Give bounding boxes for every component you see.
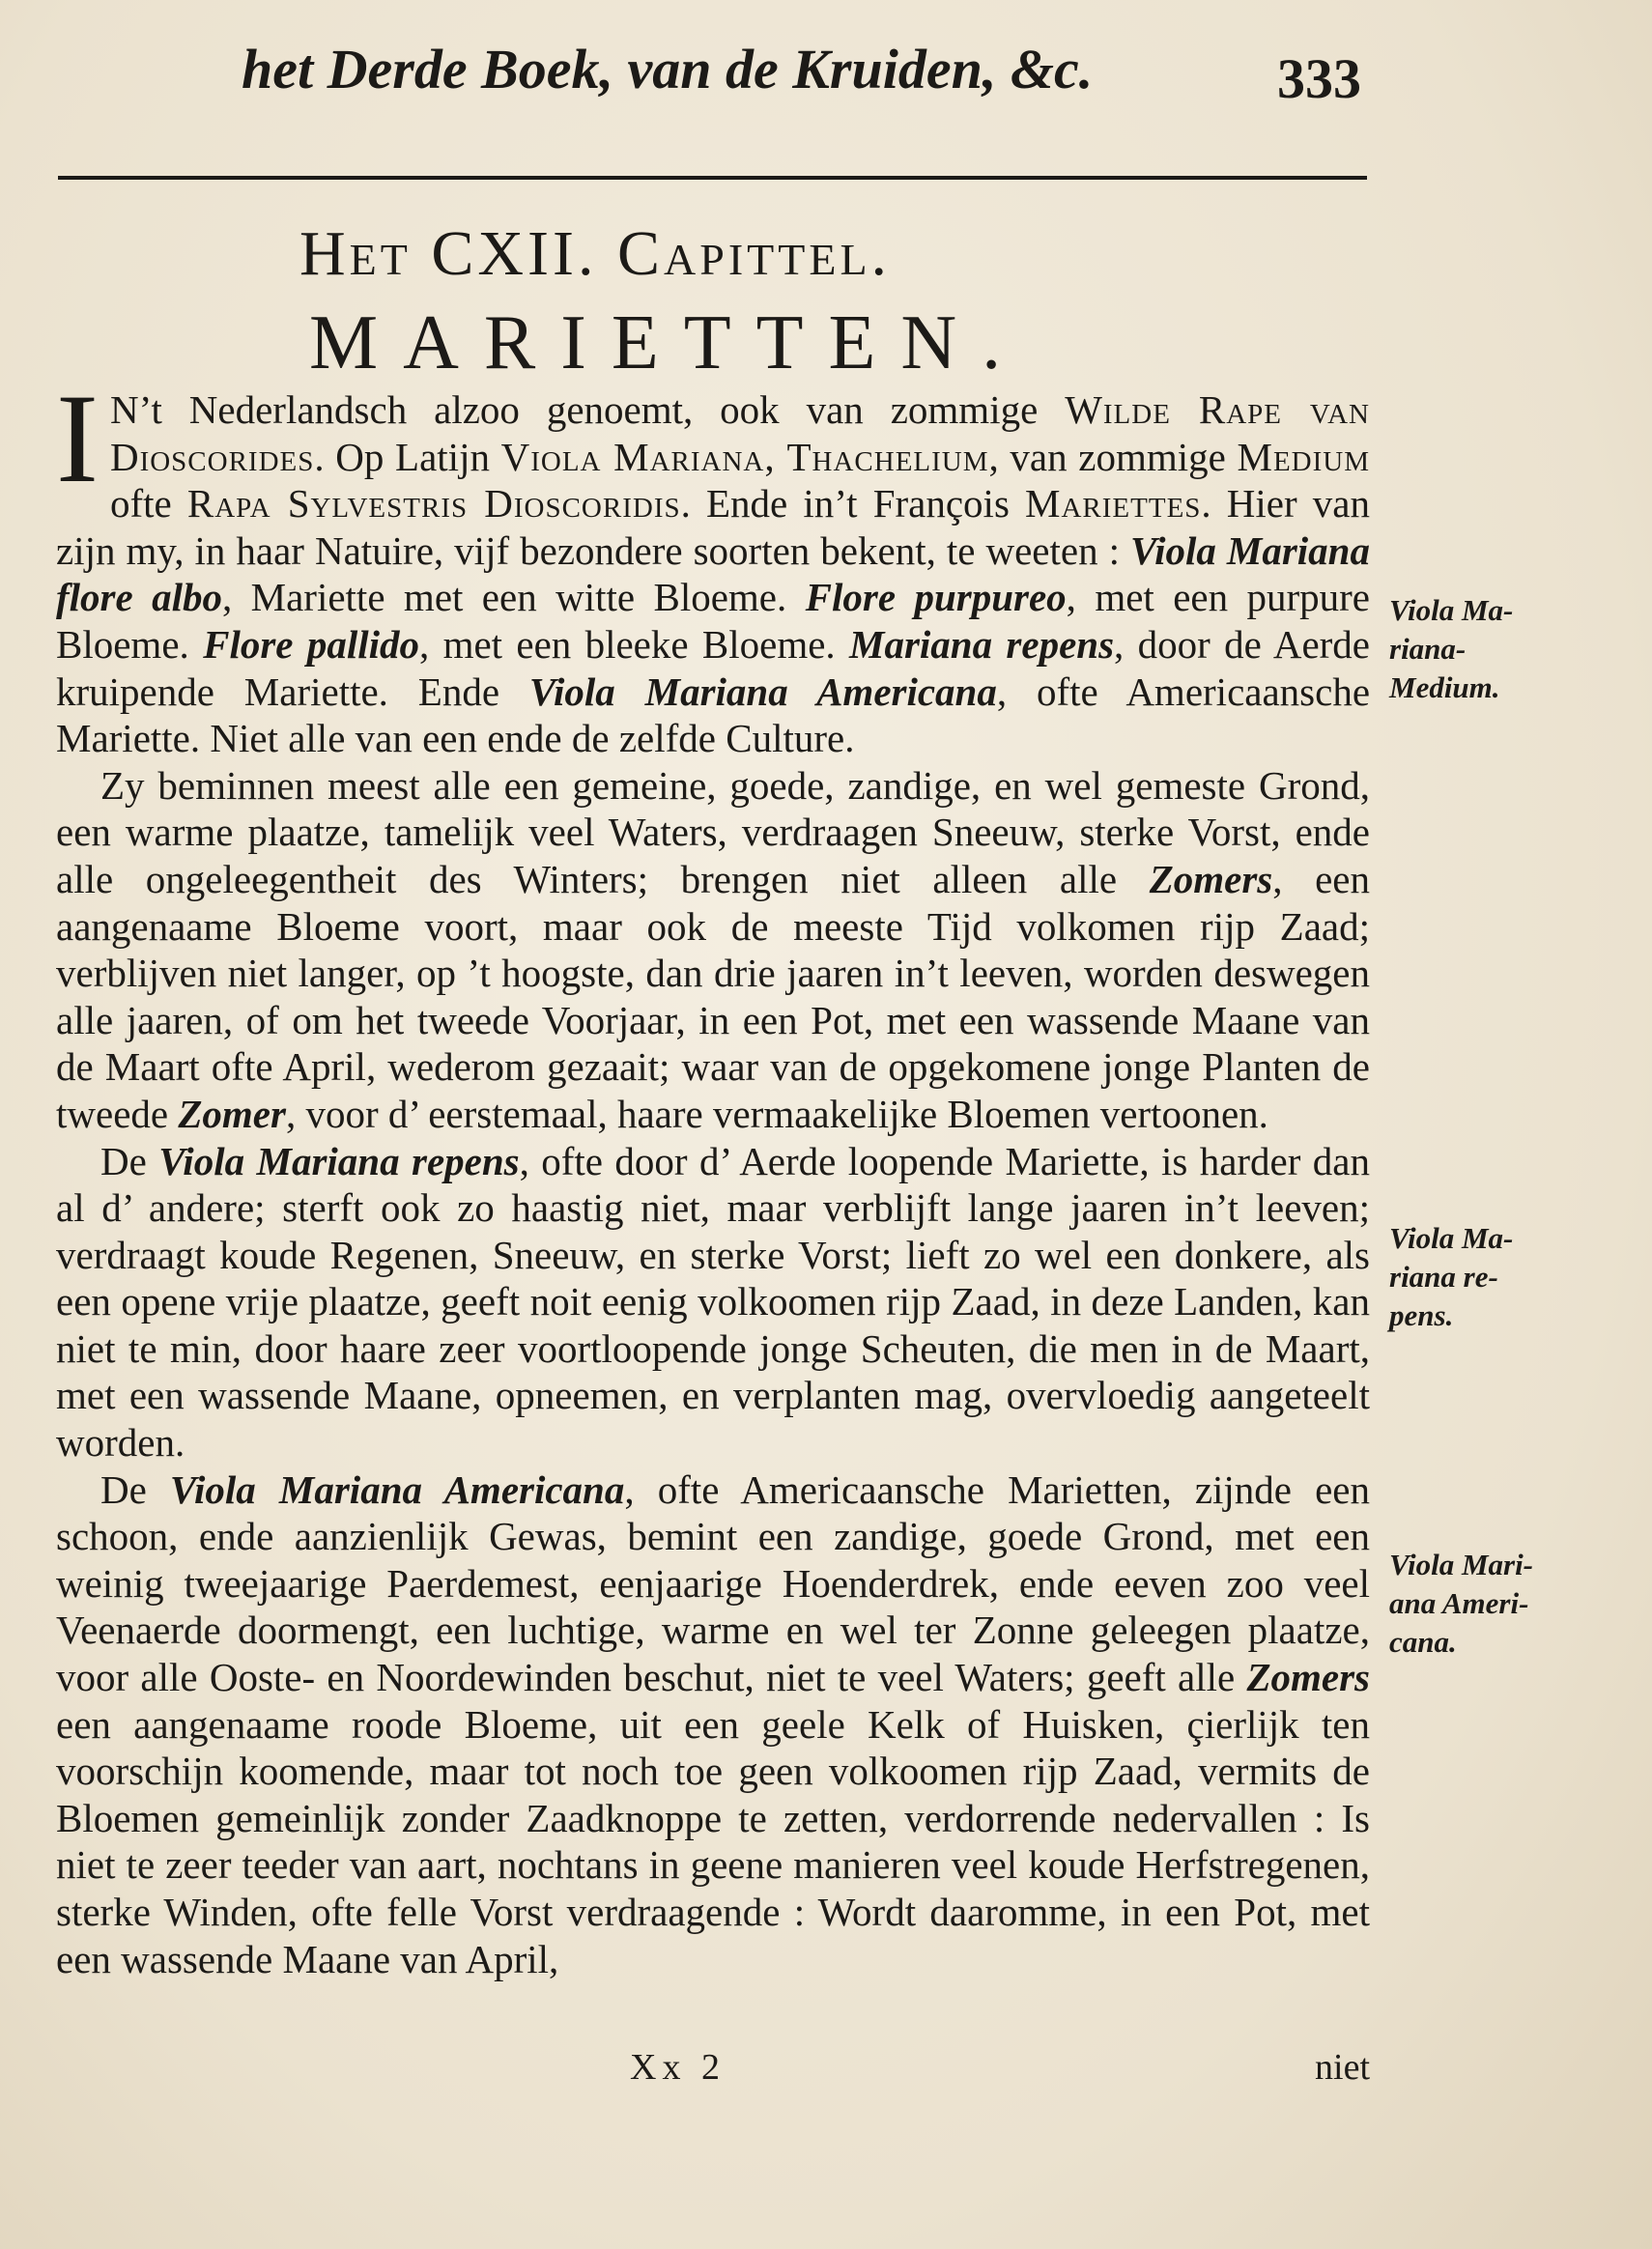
chapter-subtitle: MARIETTEN. [309,300,1027,385]
text-run: , voor d’ eerstemaal, haare vermaakelijke Bloemen vertoonen. [285,1091,1268,1136]
margin-note-line: Viola Ma- [1389,1221,1514,1255]
text-run: , een aangenaame Bloeme voort, maar ook de meeste Tijd volkomen rijp Zaad; verblijven niet langer, op ’t hoogste, dan drie jaaren in’t leeven, worden deswegen alle jaaren, of om het tweede Voorjaar, in een Pot, met een wassende Maane van de Maart ofte April, wederom gezaait; waar van de opgekomene jonge Planten de tweede [56,856,1370,1136]
body-text [56,367,1371,1982]
italic-term: Zomer [178,1091,286,1136]
margin-note-line: Medium. [1389,670,1500,704]
margin-note [1389,1546,1573,1662]
drop-cap: I [56,367,99,509]
margin-note-line: riana re- [1389,1260,1498,1294]
text-run: , ofte Americaansche Mariette. Niet alle van een ende de zelfde Culture. [56,669,1371,761]
italic-term: Viola Mariana flore albo [56,527,1370,620]
italic-term: Zomers [1149,856,1273,901]
text-run: , ofte door d’ Aerde loopende Mariette, is harder dan al d’ andere; sterft ook zo haastig niet, maar verblijft lange jaaren in’t leeven; verdraagt koude Regenen, Sneeuw, en sterke Vorst; lieft zo wel een donkere, als een opene vrije plaatze, geeft noit eenig volkoomen rijp Zaad, in deze Landen, kan niet te min, door haare zeer voortloopende jonge Scheuten, die men in de Maart, met een wassende Maane, opneemen, en verplanten mag, overvloedig aangeteelt worden. [56,1138,1371,1466]
text-run: , door de Aerde kruipende Mariette. Ende [56,621,1371,714]
text-run: , van zommige [988,434,1238,479]
text-run: ofte [109,481,187,527]
page-number: 333 [1277,47,1361,110]
text-run: een aangenaame roode Bloeme, uit een geele Kelk of Huisken, çierlijk ten voorschijn koomende, maar tot noch toe geen volkoomen rijp Zaad, vermits de Bloemen gemeinlijk zonder Zaadknoppe te zetten, verdorrende nedervallen : Is niet te zeer teeder van aart, nochtans in geene manieren veel koude Herfstregenen, sterke Winden, ofte felle Vorst verdraagende : Wordt daaromme, in een Pot, met een wassende Maane van April, [56,1701,1370,1981]
text-run: , met een purpure Bloeme. [56,575,1370,667]
paragraph [56,762,1370,1138]
margin-note-line: cana. [1389,1625,1457,1659]
margin-note [1389,591,1573,707]
paragraph [56,1466,1370,1983]
small-caps-term: Mariettes [1025,481,1202,527]
margin-note-line: pens. [1389,1298,1454,1332]
text-run: De [100,1466,170,1512]
margin-note [1389,1219,1573,1335]
chapter-title: Het CXII. Capittel. [299,218,892,289]
small-caps-term: Medium [1237,434,1370,479]
small-caps-term: Wilde Rape van Dioscorides [109,387,1370,479]
italic-term: Zomers [1246,1655,1370,1700]
margin-note-line: riana- [1389,632,1467,666]
margin-note-line: Viola Mari- [1389,1548,1534,1581]
italic-term: Flore pallido [203,621,419,667]
small-caps-term: Rapa Sylvestris Dioscoridis [186,481,681,527]
italic-term: Mariana repens [849,621,1115,667]
paragraph [56,1138,1370,1466]
signature-mark: Xx 2 [630,2047,726,2088]
small-caps-term: Viola Mariana, Thachelium [500,434,989,479]
text-run: , ofte Americaansche Marietten, zijnde een schoon, ende aanzienlijk Gewas, bemint een zandige, goede Grond, met een weinig tweejaarige Paerdemest, eenjaarige Hoenderdrek, ende eeven zoo veel Veenaerde doormengt, een luchtige, warme en wel ter Zonne geleegen plaatze, voor alle Ooste- en Noordewinden beschut, niet te veel Waters; geeft alle [56,1466,1371,1700]
margin-note-line: ana Ameri- [1389,1586,1529,1620]
text-run: , met een bleeke Bloeme. [419,621,849,667]
text-run: . Ende in’t François [680,481,1026,527]
text-run: Zy beminnen meest alle een gemeine, goede, zandige, en wel gemeste Grond, een warme plaatze, tamelijk veel Waters, verdraagen Sneeuw, sterke Vorst, ende alle ongeleegentheit des Winters; brengen niet alleen alle [56,762,1370,901]
italic-term: Viola Mariana repens [158,1138,520,1183]
text-run: , Mariette met een witte Bloeme. [222,575,806,620]
running-head: het Derde Boek, van de Kruiden, &c. [242,38,1094,100]
text-run: . Hier van zijn my, in haar Natuire, vijf bezondere soorten bekent, te weeten : [56,481,1370,573]
italic-term: Viola Mariana Americana [528,669,997,714]
italic-term: Flore purpureo [805,575,1067,620]
text-run: . Op Latijn [314,434,501,479]
margin-note-line: Viola Ma- [1389,593,1514,627]
paragraph [56,367,1371,762]
text-run: De [100,1138,159,1183]
italic-term: Viola Mariana Americana [169,1466,625,1512]
catchword: niet [1315,2047,1370,2088]
header-rule [58,176,1367,180]
text-run: N’t Nederlandsch alzoo genoemt, ook van zommige [109,387,1066,432]
